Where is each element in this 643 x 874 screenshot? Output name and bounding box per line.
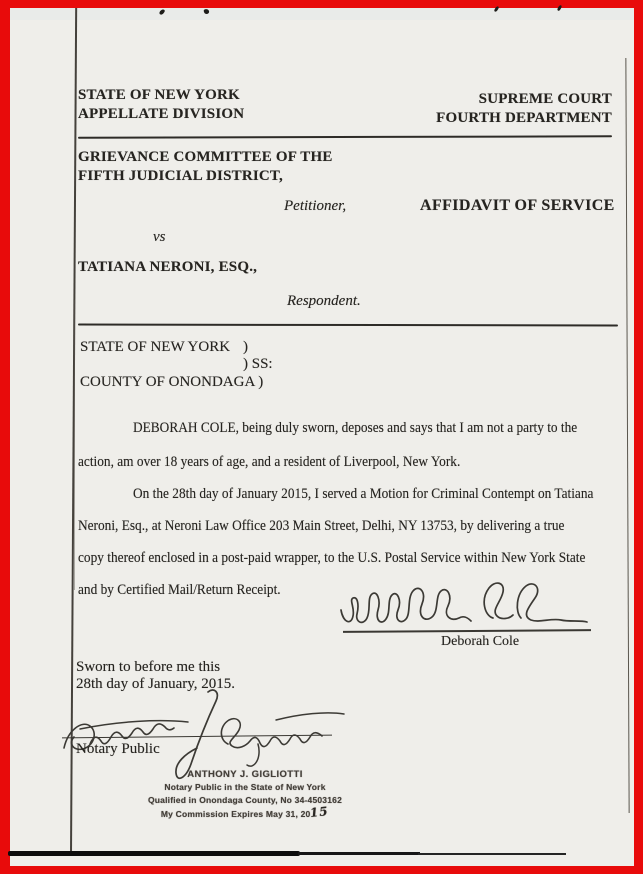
court-division: APPELLATE DIVISION [78,106,245,122]
body-para2-line2: Neroni, Esq., at Neroni Law Office 203 Main Street, Delhi, NY 13753, by delivering a true [78,518,565,534]
court-header-right [436,90,612,128]
venue-county-line: COUNTY OF ONONDAGA ) [80,374,264,390]
stamp-commission-text: My Commission Expires May 31, 20 [160,809,311,819]
court-department: FOURTH DEPARTMENT [436,110,612,126]
stamp-title: Notary Public in the State of New York [164,782,326,792]
body-para2-line4: and by Certified Mail/Return Receipt. [78,582,281,598]
stamp-name: ANTHONY J. GIGLIOTTI [187,769,303,780]
respondent-name: TATIANA NERONI, ESQ., [78,259,258,275]
petitioner-label: Petitioner, [284,198,347,214]
petitioner-name-line2: FIFTH JUDICIAL DISTRICT, [78,168,283,184]
venue-state-line: STATE OF NEW YORK [80,339,231,355]
body-para1-line2: action, am over 18 years of age, and a resident of Liverpool, New York. [78,454,461,470]
body-para2-line1: On the 28th day of January 2015, I served a Motion for Criminal Contempt on Tatiana [133,486,594,502]
body-para2-line3: copy thereof enclosed in a post-paid wrapper, to the U.S. Postal Service within New York State [78,550,586,566]
document-title: AFFIDAVIT OF SERVICE [420,197,615,214]
notary-title: Notary Public [76,741,160,757]
respondent-label: Respondent. [287,293,361,309]
stamp-handwritten-year: 15 [309,804,330,820]
venue-state-paren: ) [243,339,248,355]
deborah-cole-signature [335,576,595,634]
petitioner-name-line1: GRIEVANCE COMMITTEE OF THE [78,149,333,165]
scan-light-band [10,8,634,20]
scan-bottom-bar-mid [298,852,420,855]
versus-label: vs [153,229,166,245]
stamp-commission [105,804,385,821]
notary-stamp [105,768,385,821]
jurat-line2: 28th day of January, 2015. [76,676,235,692]
body-para1-line1: DEBORAH COLE, being duly sworn, deposes and says that I am not a party to the [133,420,578,436]
stamp-qualification: Qualified in Onondaga County, No 34-4503162 [147,795,343,805]
petitioner-name-block [78,148,333,186]
scan-bottom-bar-thin [418,853,566,855]
scan-edge-line-left-ghost [74,300,75,590]
court-header-left [78,86,244,124]
scan-bottom-bar-thick [8,851,300,856]
court-name: SUPREME COURT [478,91,612,107]
court-state: STATE OF NEW YORK [78,87,240,103]
signer-name: Deborah Cole [441,634,520,649]
venue-ss-line: ) SS: [243,356,273,372]
jurat-line1: Sworn to before me this [76,659,221,675]
